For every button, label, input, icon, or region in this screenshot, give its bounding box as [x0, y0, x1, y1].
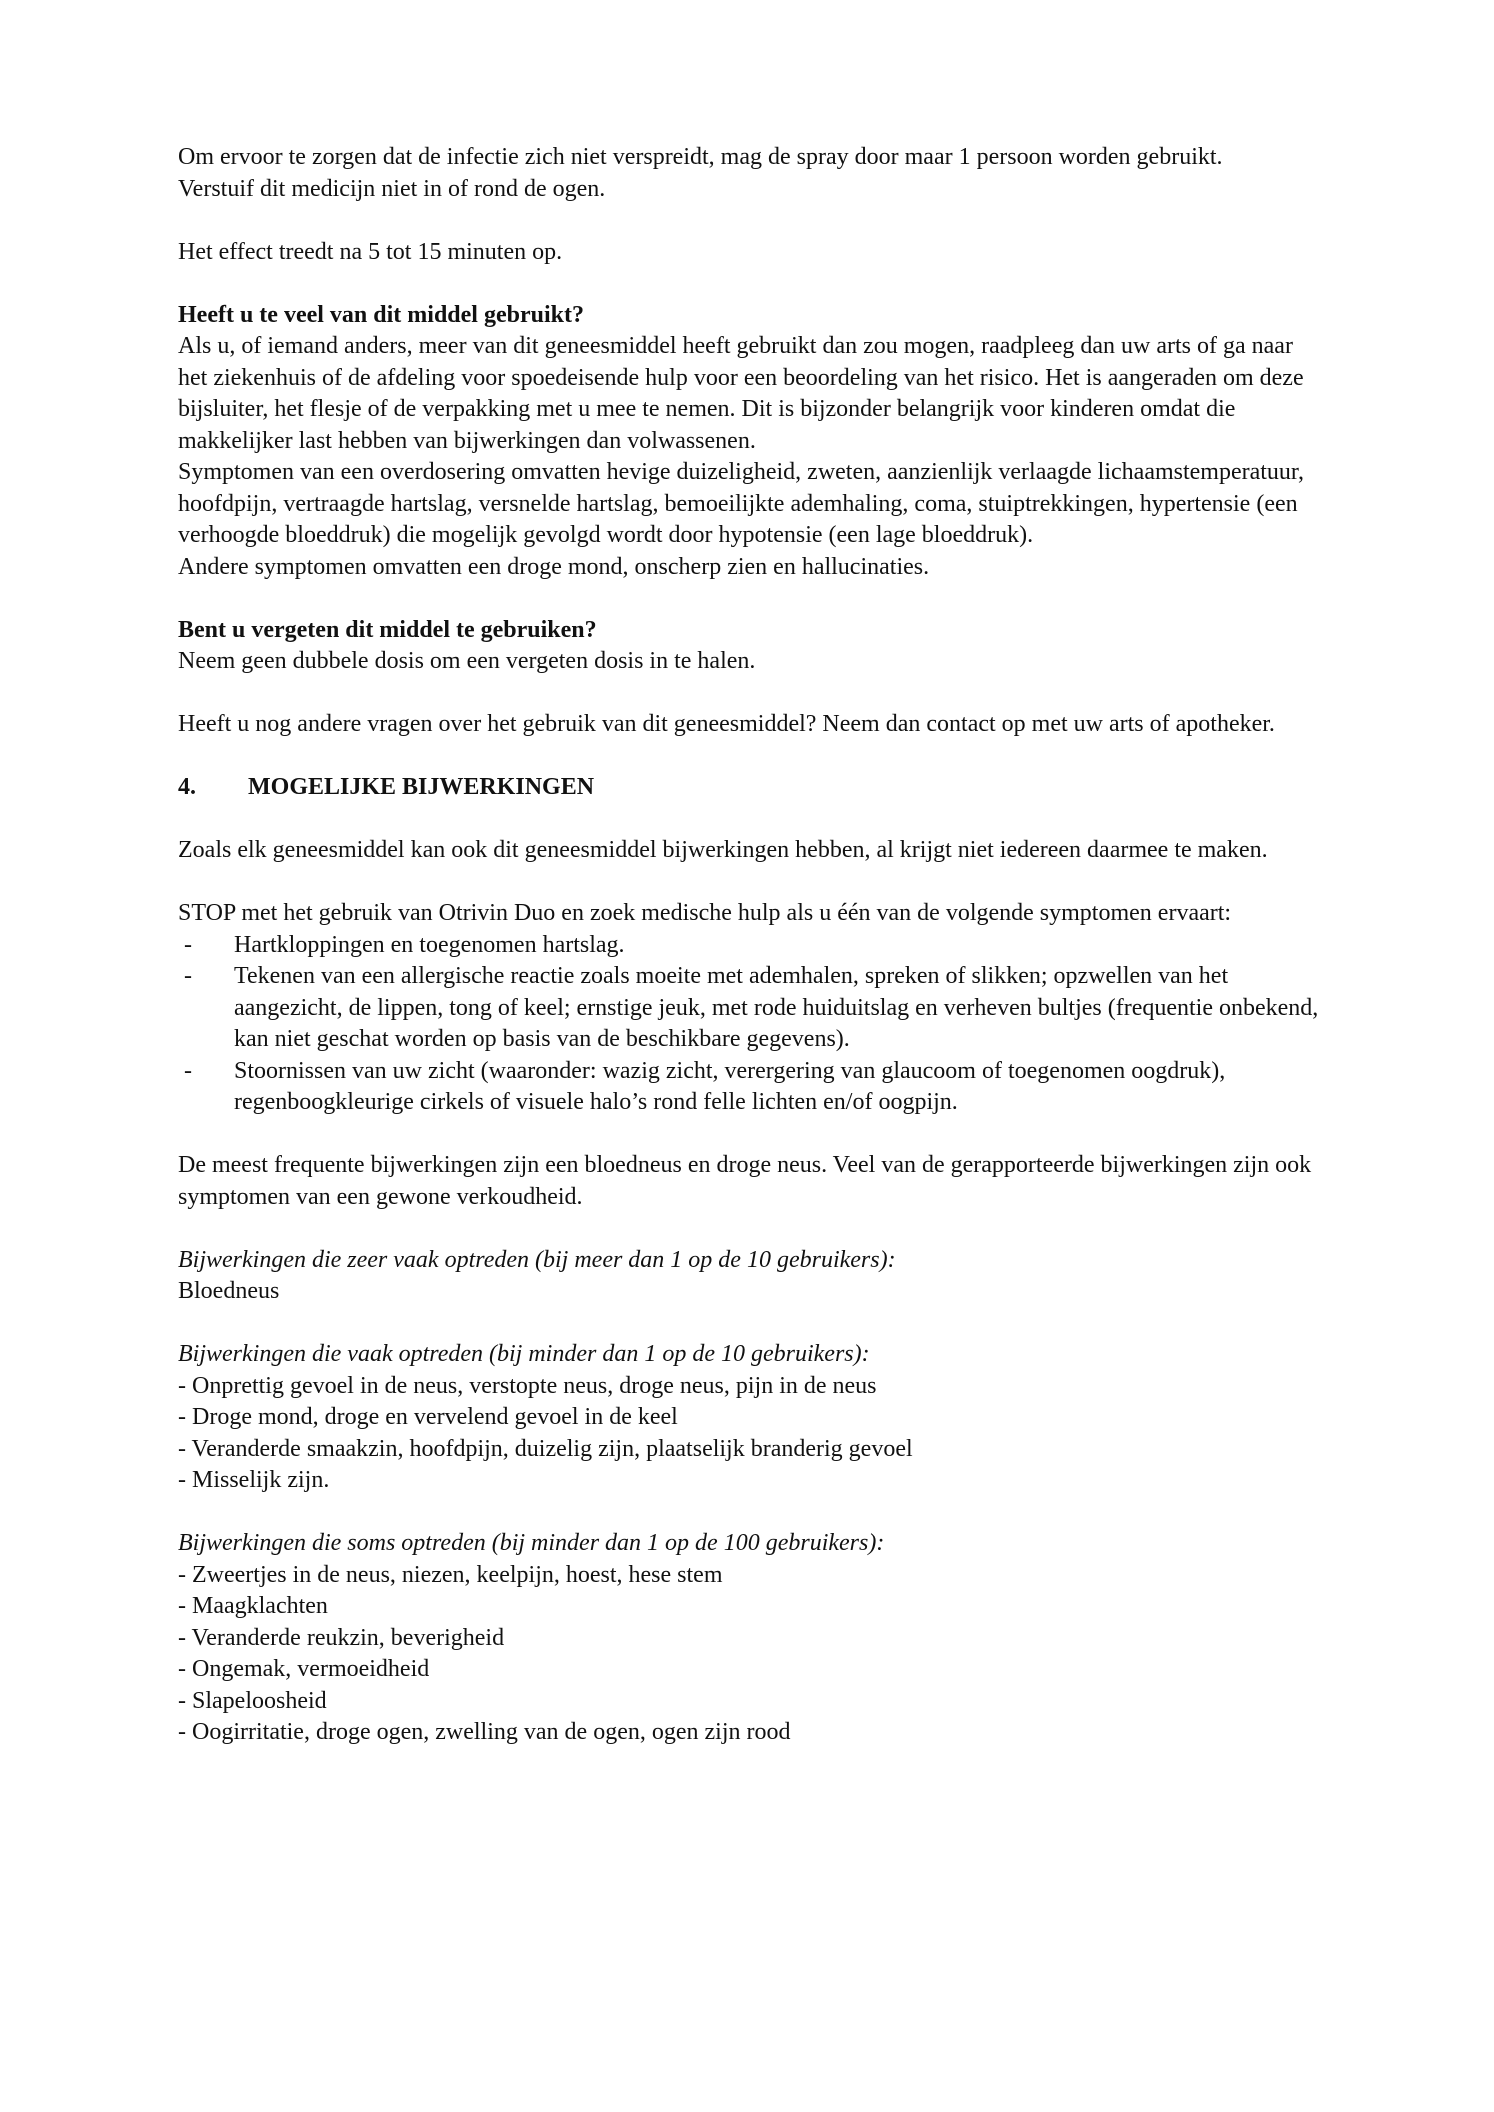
- list-item: - Ongemak, vermoeidheid: [178, 1656, 430, 1682]
- list-item: - Onprettig gevoel in de neus, verstopte neus, droge neus, pijn in de neus: [178, 1372, 877, 1399]
- list-item: - Slapeloosheid: [178, 1687, 327, 1714]
- spacer: [178, 1497, 1328, 1529]
- bullet-dash: -: [184, 963, 192, 989]
- very-common-heading: Bijwerkingen die zeer vaak optreden (bij meer dan 1 op de 10 gebruikers):: [178, 1246, 896, 1273]
- paragraph-single-user: Om ervoor te zorgen dat de infectie zich niet verspreidt, mag de spray door maar 1 persoon worden gebruikt.: [178, 144, 1223, 170]
- stop-symptom-list: [178, 930, 1328, 1119]
- spacer: [178, 1119, 1328, 1151]
- list-item: - Misselijk zijn.: [178, 1467, 330, 1493]
- list-item: Bloedneus: [178, 1278, 280, 1304]
- spacer: [178, 268, 1328, 300]
- frequent-side-effects-paragraph: De meest frequente bijwerkingen zijn een bloedneus en droge neus. Veel van de gerapporteerde bijwerkingen zijn ook symptomen van een gewone verkoudheid.: [178, 1152, 1312, 1210]
- list-item: - Veranderde smaakzin, hoofdpijn, duizelig zijn, plaatselijk branderig gevoel: [178, 1435, 913, 1462]
- list-item: - Zweertjes in de neus, niezen, keelpijn, hoest, hese stem: [178, 1561, 723, 1588]
- bullet-dash: -: [184, 1057, 192, 1084]
- list-item: [178, 930, 1328, 962]
- spacer: [178, 867, 1328, 899]
- side-effects-intro: Zoals elk geneesmiddel kan ook dit geneesmiddel bijwerkingen hebben, al krijgt niet iedereen daarmee te maken.: [178, 837, 1268, 863]
- section-title: MOGELIJKE BIJWERKINGEN: [248, 774, 595, 800]
- questions-paragraph: Heeft u nog andere vragen over het gebruik van dit geneesmiddel? Neem dan contact op met uw arts of apotheker.: [178, 711, 1275, 737]
- spacer: [178, 1213, 1328, 1245]
- bullet-dash: -: [184, 931, 192, 958]
- list-item: [178, 961, 1328, 1056]
- overdose-paragraph-advice: Als u, of iemand anders, meer van dit geneesmiddel heeft gebruikt dan zou mogen, raadpleeg dan uw arts of ga naar het ziekenhuis of de afdeling voor spoedeisende hulp voor een beoordeling van het risico. Het is aangeraden om deze bijsluiter, het flesje of de verpakking met u mee te nemen. Dit is bijzonder belangrijk voor kinderen omdat die makkelijker last hebben van bijwerkingen dan volwassenen.: [178, 333, 1304, 454]
- section-number: 4.: [178, 774, 196, 800]
- spacer: [178, 1308, 1328, 1340]
- list-item-text: Tekenen van een allergische reactie zoals moeite met ademhalen, spreken of slikken; opzwellen van het aangezicht, de lippen, tong of keel; ernstige jeuk, met rode huiduitslag en verheven bultjes (frequentie onbekend, kan niet geschat worden op basis van de beschikbare gegevens).: [234, 963, 1319, 1052]
- list-item-text: Stoornissen van uw zicht (waaronder: wazig zicht, verergering van glaucoom of toegenomen oogdruk), regenboogkleurige cirkels of visuele halo’s rond felle lichten en/of oogpijn.: [234, 1057, 1226, 1115]
- section-4-heading: [178, 772, 1328, 804]
- list-item: [178, 1056, 1328, 1119]
- overdose-paragraph-other-symptoms: Andere symptomen omvatten een droge mond, onscherp zien en hallucinaties.: [178, 553, 930, 580]
- list-item: - Maagklachten: [178, 1593, 328, 1619]
- list-item-text: Hartkloppingen en toegenomen hartslag.: [234, 931, 625, 958]
- list-item: - Veranderde reukzin, beverigheid: [178, 1624, 505, 1651]
- spacer: [178, 804, 1328, 836]
- list-item: - Droge mond, droge en vervelend gevoel in de keel: [178, 1404, 678, 1430]
- spacer: [178, 583, 1328, 615]
- forgotten-heading: Bent u vergeten dit middel te gebruiken?: [178, 616, 597, 643]
- overdose-heading: Heeft u te veel van dit middel gebruikt?: [178, 301, 584, 328]
- document-page: [178, 142, 1328, 1749]
- common-heading: Bijwerkingen die vaak optreden (bij minder dan 1 op de 10 gebruikers):: [178, 1341, 870, 1367]
- paragraph-effect-onset: Het effect treedt na 5 tot 15 minuten op.: [178, 238, 563, 265]
- stop-instructions: STOP met het gebruik van Otrivin Duo en zoek medische hulp als u één van de volgende symptomen ervaart:: [178, 900, 1232, 926]
- uncommon-heading: Bijwerkingen die soms optreden (bij minder dan 1 op de 100 gebruikers):: [178, 1530, 885, 1556]
- spacer: [178, 205, 1328, 237]
- spacer: [178, 741, 1328, 773]
- forgotten-paragraph: Neem geen dubbele dosis om een vergeten dosis in te halen.: [178, 648, 756, 674]
- list-item: - Oogirritatie, droge ogen, zwelling van de ogen, ogen zijn rood: [178, 1719, 791, 1745]
- spacer: [178, 678, 1328, 710]
- overdose-paragraph-symptoms: Symptomen van een overdosering omvatten hevige duizeligheid, zweten, aanzienlijk verlaagde lichaamstemperatuur, hoofdpijn, vertraagde hartslag, versnelde hartslag, bemoeilijkte ademhaling, coma, stuiptrekkingen, hypertensie (een verhoogde bloeddruk) die mogelijk gevolgd wordt door hypotensie (een lage bloeddruk).: [178, 459, 1304, 548]
- paragraph-eye-warning: Verstuif dit medicijn niet in of rond de ogen.: [178, 175, 606, 202]
